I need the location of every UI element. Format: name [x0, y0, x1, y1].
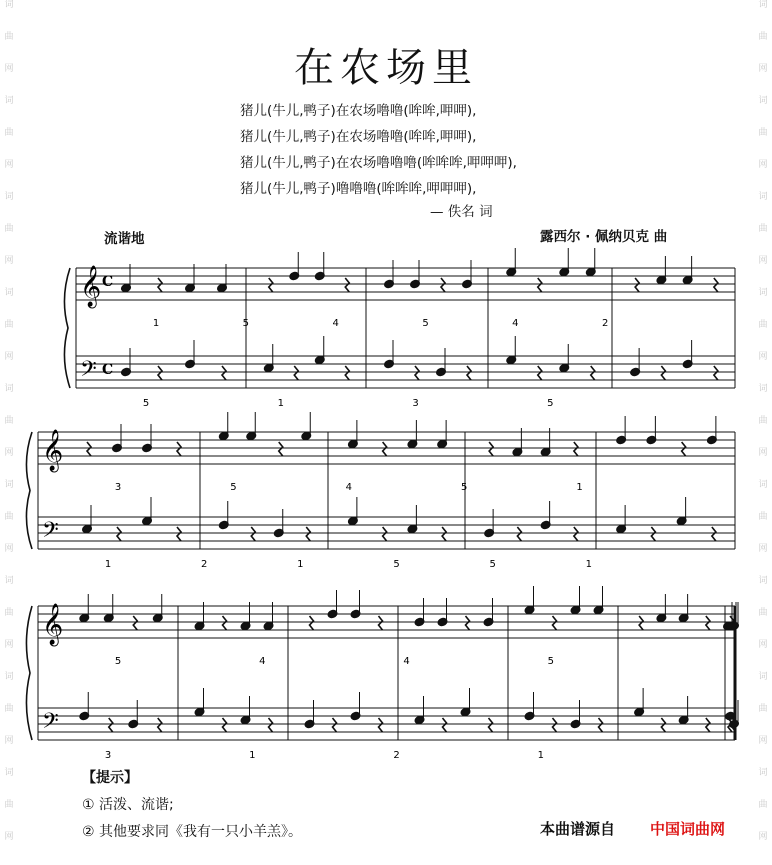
- rest-symbol: [706, 718, 710, 732]
- rest-symbol: [269, 278, 273, 292]
- fingering-number: 2: [393, 750, 400, 761]
- rest-symbol: [661, 366, 665, 380]
- rest-symbol: [306, 527, 310, 541]
- lyric-line: 猪儿(牛儿,鸭子)在农场噜噜(哞哞,呷呷),: [240, 129, 477, 145]
- fingering-number: 1: [585, 559, 593, 570]
- bass-clef: 𝄢: [80, 357, 97, 387]
- rest-symbol: [415, 366, 419, 380]
- fingering-number: 2: [601, 318, 609, 329]
- rest-symbol: [223, 616, 227, 630]
- tips-heading: 【提示】: [82, 770, 138, 786]
- fingering-number: 5: [489, 559, 496, 570]
- song-title: 在农场里: [294, 45, 478, 91]
- fingering-number: 4: [332, 318, 339, 329]
- rest-symbol: [599, 718, 603, 732]
- rest-symbol: [517, 527, 521, 541]
- rest-symbol: [379, 616, 383, 630]
- brace: [26, 606, 32, 740]
- rest-symbol: [222, 366, 226, 380]
- rest-symbol: [345, 278, 349, 292]
- site-name: 中国词曲网: [650, 820, 726, 838]
- rest-symbol: [489, 442, 493, 456]
- rest-symbol: [538, 278, 542, 292]
- watermark-right: 词 曲 网 词 曲 网 词 曲 网 词 曲 网 词 曲 网 词 曲 网 词 曲 网 词 曲 网 词 曲 网: [758, 0, 768, 842]
- tips-section: [82, 765, 302, 846]
- rest-symbol: [133, 616, 137, 630]
- rest-symbol: [651, 527, 655, 541]
- rest-symbol: [489, 718, 493, 732]
- fingering-number: 3: [412, 398, 419, 409]
- brace: [26, 432, 32, 549]
- rest-symbol: [443, 718, 447, 732]
- rest-symbol: [158, 718, 162, 732]
- fingering-number: 5: [142, 398, 150, 409]
- fingering-number: 5: [242, 318, 250, 329]
- rest-symbol: [639, 616, 643, 630]
- fingering-number: 5: [547, 398, 554, 409]
- rest-symbol: [383, 527, 387, 541]
- rest-symbol: [682, 442, 686, 456]
- rest-symbol: [714, 366, 718, 380]
- rest-symbol: [177, 442, 181, 456]
- rest-symbol: [310, 616, 314, 630]
- rest-symbol: [177, 527, 181, 541]
- rest-symbol: [591, 366, 595, 380]
- rest-symbol: [279, 442, 283, 456]
- treble-clef: 𝄞: [42, 604, 64, 645]
- rest-symbol: [553, 718, 557, 732]
- rest-symbol: [223, 718, 227, 732]
- bass-clef: 𝄢: [42, 709, 59, 739]
- rest-symbol: [383, 442, 387, 456]
- rest-symbol: [87, 442, 91, 456]
- tip-item: ① 活泼、流谐;: [82, 797, 174, 813]
- lyric-line: 猪儿(牛儿,鸭子)在农场噜噜噜(哞哞哞,呷呷呷),: [240, 155, 517, 171]
- fingering-number: 1: [152, 318, 160, 329]
- rest-symbol: [714, 278, 718, 292]
- composer-credit: 露西尔 · 佩纳贝克 曲: [540, 229, 668, 245]
- fingering-number: 1: [277, 398, 284, 409]
- fingering-number: 1: [297, 559, 304, 570]
- rest-symbol: [117, 527, 121, 541]
- source-label: 本曲谱源自: [540, 820, 616, 838]
- rest-symbol: [379, 718, 383, 732]
- lyric-line: 猪儿(牛儿,鸭子)在农场噜噜(哞哞,呷呷),: [240, 103, 477, 119]
- fingering-number: 5: [393, 559, 400, 570]
- fingering-number: 3: [114, 482, 122, 493]
- rest-symbol: [553, 616, 557, 630]
- watermark-left: 词 曲 网 词 曲 网 词 曲 网 词 曲 网 词 曲 网 词 曲 网 词 曲 网 词 曲 网 词 曲 网: [4, 0, 14, 842]
- rest-symbol: [574, 442, 578, 456]
- fingering-number: 1: [249, 750, 256, 761]
- fingering-number: 4: [259, 656, 266, 667]
- treble-clef: 𝄞: [80, 266, 102, 307]
- rest-symbol: [466, 616, 470, 630]
- rest-symbol: [333, 718, 337, 732]
- rest-symbol: [251, 527, 255, 541]
- rest-symbol: [294, 366, 298, 380]
- rest-symbol: [661, 718, 665, 732]
- treble-clef: 𝄞: [42, 430, 64, 471]
- fingering-number: 4: [512, 318, 519, 329]
- rest-symbol: [158, 366, 162, 380]
- rest-symbol: [574, 527, 578, 541]
- rest-symbol: [712, 527, 716, 541]
- bass-clef: 𝄢: [42, 518, 59, 548]
- rest-symbol: [269, 718, 273, 732]
- fingering-number: 5: [547, 656, 554, 667]
- rest-symbol: [109, 718, 113, 732]
- fingering-number: 4: [403, 656, 410, 667]
- rest-symbol: [442, 527, 446, 541]
- rest-symbol: [441, 278, 445, 292]
- fingering-number: 1: [104, 559, 112, 570]
- fingering-number: 5: [422, 318, 429, 329]
- tip-item: ② 其他要求同《我有一只小羊羔》。: [82, 824, 303, 840]
- fingering-number: 5: [114, 656, 122, 667]
- time-signature: C: [102, 362, 114, 378]
- fingering-number: 5: [461, 482, 468, 493]
- fingering-number: 5: [230, 482, 237, 493]
- rest-symbol: [538, 366, 542, 380]
- fingering-number: 3: [104, 750, 112, 761]
- rest-symbol: [158, 278, 162, 292]
- fingering-number: 1: [576, 482, 583, 493]
- brace: [64, 268, 70, 388]
- time-signature: C: [102, 274, 114, 290]
- fingering-number: 1: [537, 750, 544, 761]
- rest-symbol: [345, 366, 349, 380]
- rest-symbol: [467, 366, 471, 380]
- fingering-number: 4: [345, 482, 352, 493]
- lyricist-credit: — 佚名 词: [430, 204, 493, 220]
- rest-symbol: [706, 616, 710, 630]
- lyric-line: 猪儿(牛儿,鸭子)噜噜噜(哞哞哞,呷呷呷),: [240, 181, 477, 197]
- fingering-number: 2: [200, 559, 208, 570]
- rest-symbol: [635, 278, 639, 292]
- tempo-marking: 流谐地: [104, 231, 145, 247]
